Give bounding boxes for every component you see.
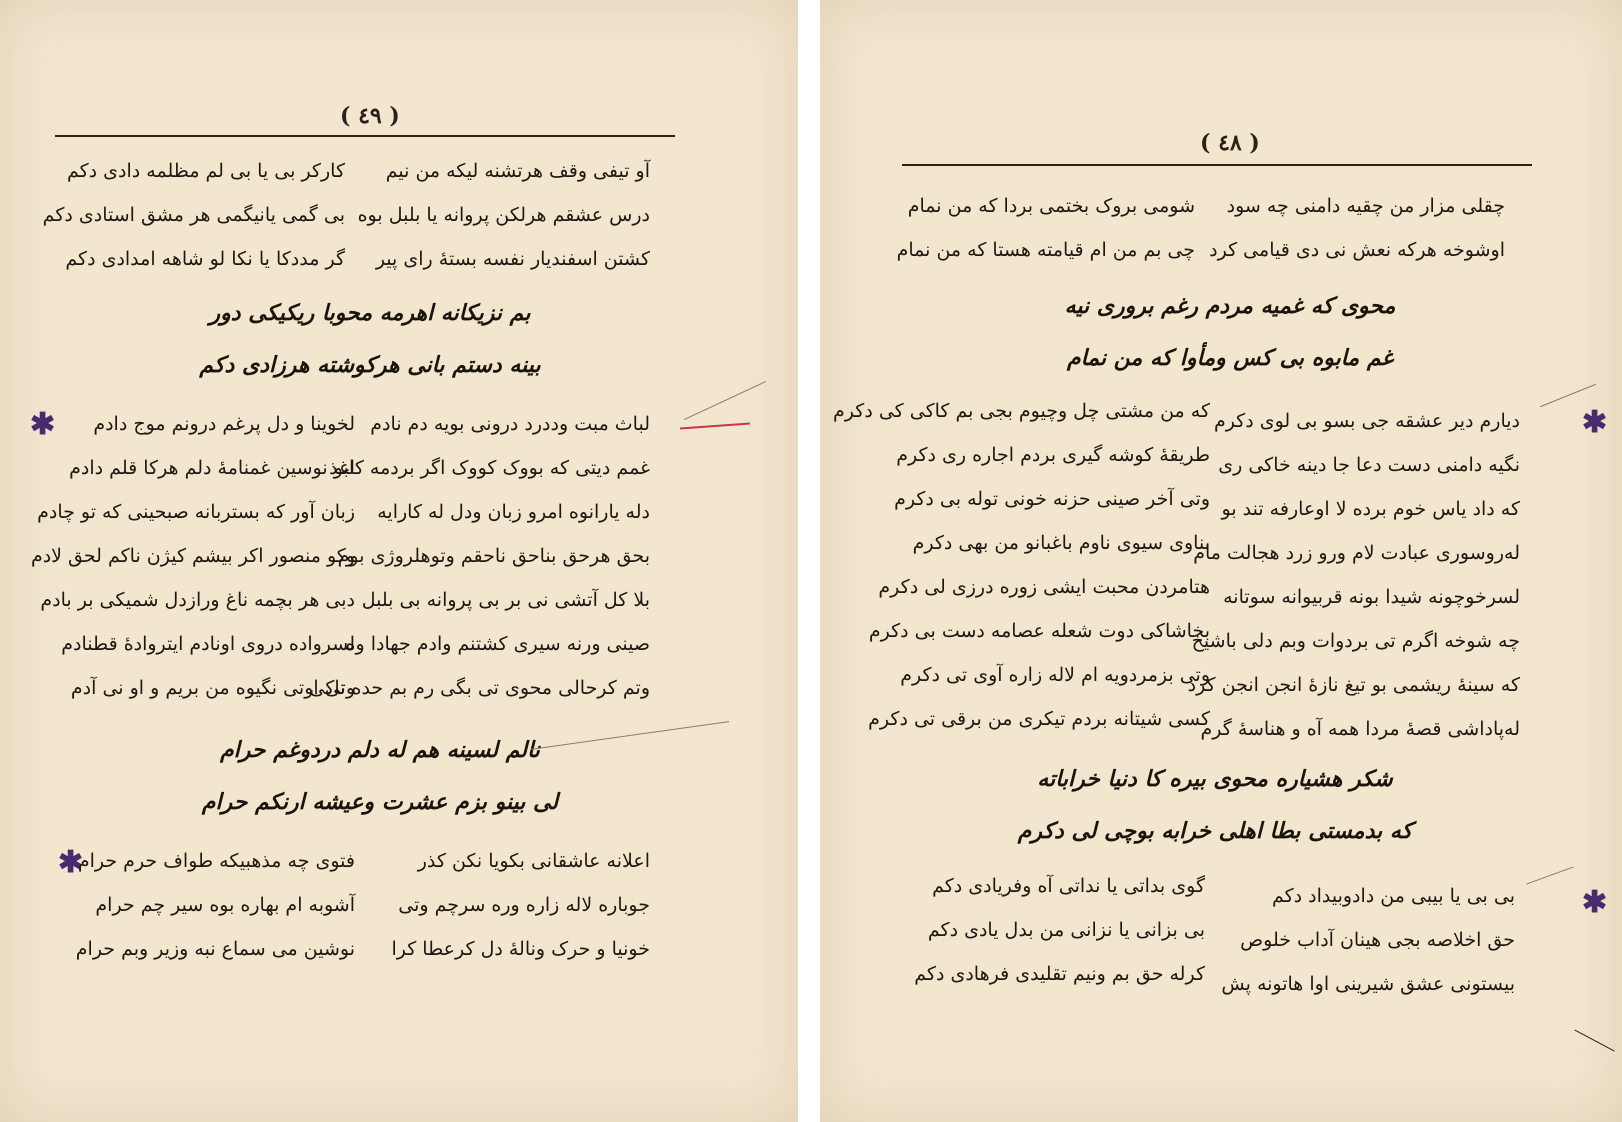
verse-line: نگیه دامنی دست دعا جا دینه خاکی ری <box>1218 454 1520 476</box>
page-number: ( ٤٩ ) <box>340 103 400 129</box>
page-number: ( ٤٨ ) <box>1200 130 1260 156</box>
verse-line: شومی بروک بختمی بردا که من نمام <box>907 195 1195 217</box>
verse-line: نوشین می سماع نبه وزیر وبم حرام <box>75 938 355 960</box>
verse-line: صینی ورنه سیری کشتنم وادم جهادا وه <box>345 633 650 655</box>
pencil-mark <box>684 381 766 420</box>
verse-line: حق اخلاصه بجی هینان آداب خلوص <box>1240 929 1515 951</box>
asterisk-mark: ✱ <box>58 845 84 880</box>
verse-line: بی بی یا بیبی من دادوبیداد دکم <box>1271 885 1515 907</box>
verse-line: اعلانه عاشقانی بکویا نکن کذر <box>417 850 650 872</box>
verse-line: جوباره لاله زاره وره سرچم وتی <box>398 894 650 916</box>
pencil-mark <box>1574 1029 1614 1051</box>
verse-line: که سینهٔ ریشمی بو تیغ نازهٔ انجن انجن کرد <box>1187 674 1520 696</box>
header-rule <box>55 135 675 137</box>
verse-line: لسرخوچونه شیدا بونه قربیوانه سوتانه <box>1223 586 1520 608</box>
asterisk-mark: ✱ <box>1582 405 1608 440</box>
verse-line: وتی بزمردویه ام لاله زاره آوی تی دکرم <box>900 664 1210 686</box>
verse-line: که داد یاس خوم برده لا اوعارفه تند بو <box>1221 498 1520 520</box>
verse-line: بحق هرحق بناحق ناحقم وتوهلروژی بوم <box>337 545 650 567</box>
section-heading: نالم لسینه هم له دلم دردوغم حرام <box>220 737 540 763</box>
verse-line: کرله حق بم ونیم تقلیدی فرهادی دکم <box>914 963 1205 985</box>
header-rule <box>902 164 1532 166</box>
verse-line: کارکر بی یا بی لم مظلمه دادی دکم <box>66 160 345 182</box>
verse-line: هتامردن محبت ایشی زوره درزی لی دکرم <box>878 576 1210 598</box>
verse-line: خونیا و حرک ونالهٔ دل کرعطا کرا <box>391 938 650 960</box>
verse-line: گر مددکا یا نکا لو شاهه امدادی دکم <box>65 248 345 270</box>
verse-line: بیستونی عشق شیرینی اوا هاتونه پش <box>1221 973 1515 995</box>
section-heading: که بدمستی بطا اهلی خرابه بوچی لی دکرم <box>1017 818 1413 844</box>
verse-line: دله یارانوه امرو زبان ودل له کارایه <box>377 501 650 523</box>
verse-line: لسرواده دروی اونادم ایتروادهٔ قطنادم <box>61 633 355 655</box>
verse-line: بناوی سیوی ناوم باغبانو من بهی دکرم <box>912 532 1210 554</box>
verse-line: بی بزانی یا نزانی من بدل یادی دکم <box>927 919 1205 941</box>
verse-line: آشوبه ام بهاره بوه سیر چم حرام <box>95 894 355 916</box>
verse-line: آو تیفی وقف هرتشنه لیکه من نیم <box>385 160 650 182</box>
verse-line: لبو نوسین غمنامهٔ دلم هرکا قلم دادم <box>69 457 355 479</box>
section-heading: محوی که غمیه مردم رغم بروری نیه <box>1064 293 1396 319</box>
verse-line: بی گمی یانیگمی هر مشق استادی دکم <box>42 204 345 226</box>
verse-line: دیارم دیر عشقه جی بسو بی لوی دکرم <box>1213 410 1520 432</box>
verse-line: وکو منصور اکر بیشم کیژن ناکم لحق لادم <box>30 545 355 567</box>
verse-line: وتی اوتی نگیوه من بریم و او نی آدم <box>70 677 355 699</box>
pencil-mark <box>531 721 729 750</box>
section-heading: غم مابوه بی کس ومأوا که من نمام <box>1066 345 1394 371</box>
section-heading: بینه دستم بانی هرکوشته هرزادی دکم <box>199 352 541 378</box>
right-page <box>820 0 1622 1122</box>
verse-line: چه شوخه اگرم تی بردوات وبم دلی باشیخ <box>1191 630 1520 652</box>
spine-gap <box>798 0 820 1122</box>
verse-line: دبی هر بچمه ناغ ورازدل شمیکی بر بادم <box>40 589 355 611</box>
section-heading: لی بینو بزم عشرت وعیشه ارنکم حرام <box>201 789 559 815</box>
left-page <box>0 0 798 1122</box>
verse-line: غمم دیتی که بووک کووک اگر بردمه کاغذ <box>329 457 650 479</box>
asterisk-mark: ✱ <box>30 407 56 442</box>
verse-line: کسی شیتانه بردم تیکری من برقی تی دکرم <box>868 708 1210 730</box>
verse-line: درس عشقم هرلکن پروانه یا بلبل بوه <box>357 204 650 226</box>
verse-line: وتی آخر صینی حزنه خونی توله بی دکرم <box>894 488 1210 510</box>
pencil-mark <box>1526 866 1573 884</box>
verse-line: فتوی چه مذهبیکه طواف حرم حرام <box>77 850 355 872</box>
verse-line: طریقهٔ کوشه گیری بردم اجاره ری دکرم <box>896 444 1210 466</box>
verse-line: لباث مبت وددرد درونی بویه دم نادم <box>370 413 650 435</box>
section-heading: بم نزیکانه اهرمه محوبا ریکیکی دور <box>209 300 531 326</box>
verse-line: چقلی مزار من چقیه دامنی چه سود <box>1226 195 1505 217</box>
verse-line: بخاشاکی دوت شعله عصامه دست بی دکرم <box>868 620 1210 642</box>
verse-line: بلا کل آتشی نی بر بی پروانه بی بلبل <box>361 589 650 611</box>
verse-line: وتم کرحالی محوی تی بگی رم بم حده ناکی <box>309 677 650 699</box>
verse-line: زبان آور که بستربانه صبحینی که تو چادم <box>37 501 355 523</box>
verse-line: لەروسوری عبادت لام ورو زرد هجالت مام <box>1193 542 1520 564</box>
section-heading: شکر هشیاره محوی بیره کا دنیا خراباته <box>1037 766 1393 792</box>
verse-line: لەپاداشی قصهٔ مردا همه آه و هناسهٔ گرم <box>1200 718 1520 740</box>
margin-red-mark <box>680 423 750 430</box>
verse-line: چی بم من ام قیامته هستا که من نمام <box>896 239 1195 261</box>
verse-line: اوشوخه هرکه نعش نی دی قیامی کرد <box>1209 239 1505 261</box>
asterisk-mark: ✱ <box>1582 885 1608 920</box>
verse-line: لخوینا و دل پرغم درونم موج دادم <box>93 413 355 435</box>
verse-line: کشتن اسفندیار نفسه بستهٔ رای پیر <box>375 248 650 270</box>
verse-line: که من مشتی چل وچیوم بجی بم کاکی کی دکرم <box>833 400 1210 422</box>
pencil-mark <box>1540 384 1596 407</box>
verse-line: گوی بداتی یا نداتی آه وفریادی دکم <box>932 875 1205 897</box>
